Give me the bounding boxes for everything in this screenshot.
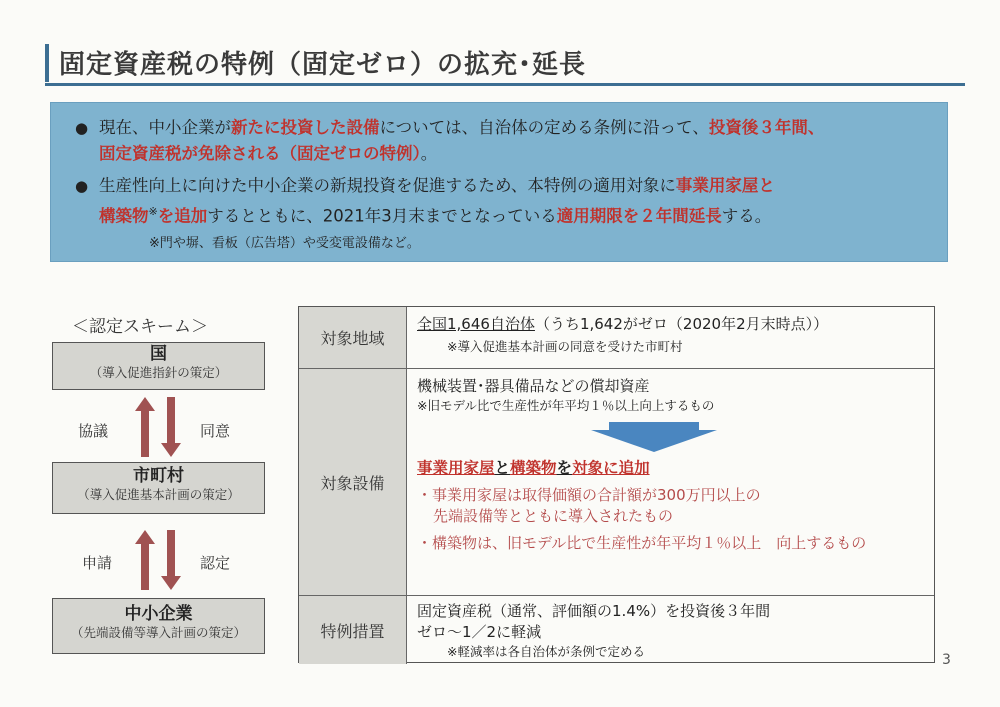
- row-header-equipment: 対象設備: [299, 369, 407, 595]
- label-consult: 協議: [78, 422, 109, 440]
- summary-bullet-2: [69, 173, 929, 230]
- bullet1-text-d: 投資後３年間、: [708, 118, 825, 137]
- bullet-dot-icon: ●: [75, 119, 89, 137]
- box-country-sub: （導入促進指針の策定）: [89, 365, 228, 380]
- row-header-region: 対象地域: [299, 307, 407, 368]
- equipment-item2: ・構築物は、旧モデル比で生産性が年平均１％以上 向上するもの: [417, 534, 867, 552]
- bullet2-text-d: を追加: [157, 206, 208, 226]
- measure-line1: 固定資産税（通常、評価額の1.4%）を投資後３年間: [417, 602, 771, 620]
- bullet2-text-g: する。: [721, 206, 772, 226]
- measure-line2: ゼロ～1／2に軽減: [417, 623, 542, 641]
- addition-c: 構築物: [510, 459, 557, 477]
- item1-line1: 事業用家屋は取得価額の合計額が300万円以上の: [432, 486, 761, 504]
- bullet2-text-a: 生産性向上に向けた中小企業の新規投資を促進するため、本特例の適用対象に: [99, 176, 676, 195]
- region-note: ※導入促進基本計画の同意を受けた市町村: [447, 339, 683, 354]
- box-sme-name: 中小企業: [124, 604, 193, 624]
- label-agree: 同意: [200, 422, 231, 440]
- box-municipality-sub: （導入促進基本計画の策定）: [77, 487, 240, 502]
- item2-text: 構築物は、旧モデル比で生産性が年平均１％以上 向上するもの: [432, 534, 867, 552]
- row-content-equipment: [407, 369, 934, 595]
- table-row-region: [299, 307, 934, 369]
- bullet1-text-f: 。: [420, 144, 438, 163]
- box-sme-sub: （先端設備等導入計画の策定）: [70, 625, 246, 640]
- region-main-rest: （うち1,642がゼロ（2020年2月末時点））: [534, 315, 829, 333]
- scheme-arrows-1: [133, 397, 183, 457]
- row-content-measure: [407, 596, 934, 664]
- addition-a: 事業用家屋: [417, 459, 495, 477]
- scheme-box-country: [52, 342, 265, 390]
- arrow-down-icon: [161, 397, 181, 457]
- arrow-up-icon: [135, 530, 155, 590]
- box-country-name: 国: [150, 344, 167, 364]
- addition-b: と: [494, 459, 511, 477]
- measure-note: ※軽減率は各自治体が条例で定める: [447, 644, 645, 659]
- summary-panel: [50, 102, 948, 262]
- region-main-underlined: 全国1,646自治体: [417, 315, 535, 333]
- arrow-down-icon: [161, 530, 181, 590]
- bullet-dot-icon: ●: [75, 177, 89, 195]
- row-header-measure: 特例措置: [299, 596, 407, 664]
- equipment-line1: 機械装置･器具備品などの償却資産: [417, 377, 650, 395]
- arrow-down-blue-icon: [589, 422, 719, 452]
- summary-note: ※門や塀、看板（広告塔）や受変電設備など。: [149, 235, 420, 251]
- bullet2-text-e: するとともに、2021年3月末までとなっている: [207, 206, 557, 226]
- arrow-up-icon: [135, 397, 155, 457]
- summary-bullet-1: [69, 115, 929, 167]
- bullet1-text-e: 固定資産税が免除される（固定ゼロの特例）: [99, 144, 421, 163]
- equipment-item1: ・事業用家屋は取得価額の合計額が300万円以上の: [417, 486, 761, 504]
- page-number: 3: [942, 652, 951, 668]
- equipment-line2: ※旧モデル比で生産性が年平均１％以上向上するもの: [417, 398, 715, 413]
- details-table: [298, 306, 935, 663]
- label-certify: 認定: [200, 554, 231, 572]
- scheme-box-municipality: [52, 462, 265, 514]
- row-content-region: [407, 307, 934, 368]
- scheme-arrows-2: [133, 530, 183, 590]
- addition-d: を: [556, 459, 573, 477]
- bullet1-text-c: については、自治体の定める条例に沿って、: [379, 118, 709, 137]
- label-apply: 申請: [82, 554, 113, 572]
- title-bar: [45, 38, 965, 86]
- box-municipality-name: 市町村: [133, 466, 184, 486]
- item1-line2: 先端設備等とともに導入されたもの: [433, 507, 674, 525]
- scheme-box-sme: [52, 598, 265, 654]
- page-title: 固定資産税の特例（固定ゼロ）の拡充･延長: [59, 50, 587, 80]
- bullet2-text-f: 適用期限を２年間延長: [556, 206, 722, 226]
- table-row-equipment: [299, 369, 934, 596]
- bullet2-text-b: 事業用家屋と: [675, 176, 775, 195]
- bullet1-text-a: 現在、中小企業が: [99, 118, 231, 137]
- scheme-title: ＜認定スキーム＞: [72, 317, 208, 337]
- bullet2-text-c: 構築物: [99, 206, 149, 226]
- addition-e: 対象に追加: [572, 459, 650, 477]
- bullet2-sup: ※: [148, 205, 158, 218]
- table-row-measure: [299, 596, 934, 664]
- bullet1-text-b: 新たに投資した設備: [231, 118, 380, 137]
- equipment-addition: [417, 456, 924, 478]
